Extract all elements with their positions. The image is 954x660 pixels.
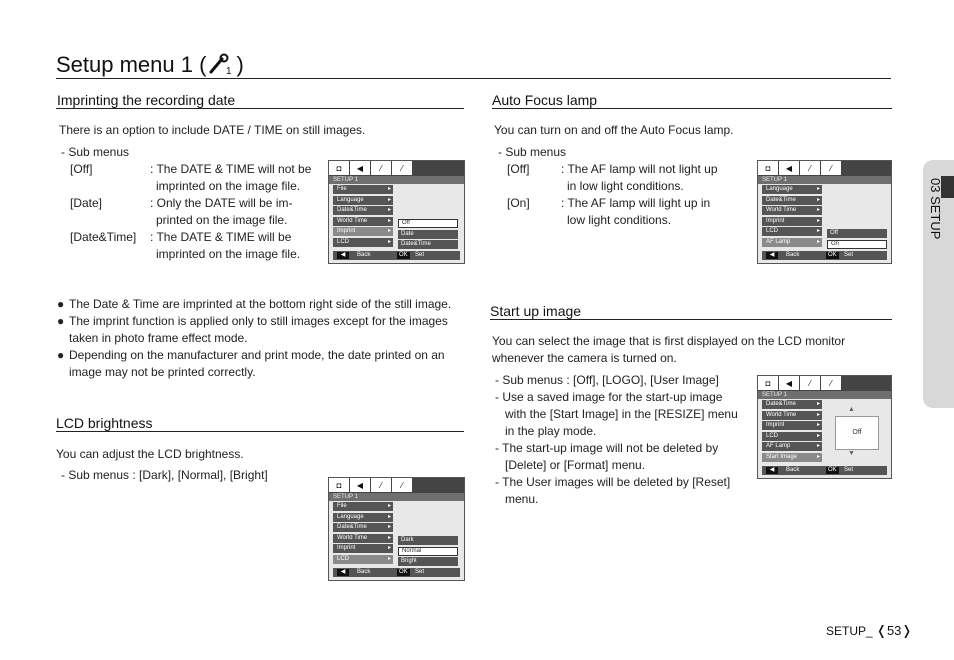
menu-item: File ▸	[333, 502, 393, 511]
startup-item-cont: with the [Start Image] in the [RESIZE] menu	[505, 407, 738, 421]
submenu-item: Date&Time	[398, 240, 458, 249]
imprint-note-cont: taken in photo frame effect mode.	[69, 331, 248, 345]
menu-item: Date&Time ▸	[762, 400, 822, 409]
submenu-item-selected: Normal	[398, 547, 458, 556]
startup-item-cont: [Delete] or [Format] menu.	[505, 458, 646, 472]
menu-item: AF Lamp ▸	[762, 442, 822, 451]
setup2-icon: ⁄	[821, 161, 842, 175]
ok-key: OK	[399, 569, 408, 575]
setup1-icon: ⁄	[800, 161, 821, 175]
speaker-icon: ◀	[779, 161, 800, 175]
setup2-icon: ⁄	[392, 478, 413, 492]
scroll-up-icon: ▲	[848, 406, 855, 413]
af-option-desc: : The AF lamp will light up in	[561, 196, 711, 210]
menu-item-selected: AF Lamp ▸	[762, 238, 822, 247]
setup2-icon: ⁄	[392, 161, 413, 175]
lcd-heading: LCD brightness	[56, 415, 153, 431]
af-option-key: [Off]	[507, 162, 530, 176]
setup1-icon: ⁄	[800, 376, 821, 390]
imprint-sub-menus: - Sub menus	[61, 145, 130, 159]
startup-item-cont: menu.	[505, 492, 539, 506]
back-label: Back	[786, 467, 800, 473]
speaker-icon: ◀	[350, 478, 371, 492]
menu-item: File ▸	[333, 185, 393, 194]
ok-key: OK	[399, 252, 408, 258]
imprint-note: ● The Date & Time are imprinted at the bottom right side of the still image.	[57, 297, 452, 311]
menu-item: Language ▸	[333, 513, 393, 522]
lcd-screen-af-lamp	[757, 160, 892, 264]
submenu-item: Bright	[398, 557, 458, 566]
imprint-option-key: [Date&Time]	[70, 230, 137, 244]
screen-header: SETUP 1	[758, 176, 891, 184]
camera-icon: ◘	[758, 376, 779, 390]
startup-item-cont: in the play mode.	[505, 424, 597, 438]
back-key-icon: ◀	[766, 252, 778, 259]
lcd-intro: You can adjust the LCD brightness.	[56, 447, 244, 461]
imprint-option-key: [Off]	[70, 162, 93, 176]
submenu-item-selected: On	[827, 240, 887, 249]
bullet-icon: ●	[57, 297, 65, 311]
startup-heading: Start up image	[490, 303, 582, 319]
back-key-icon: ◀	[337, 252, 349, 259]
back-key-icon: ◀	[766, 467, 778, 474]
menu-item: Imprint ▸	[762, 421, 822, 430]
chapter-label: 03 SETUP	[928, 178, 943, 240]
submenu-item-selected: Off	[398, 219, 458, 228]
screen-header: SETUP 1	[329, 176, 464, 184]
menu-item: Language ▸	[333, 196, 393, 205]
setup1-icon: ⁄	[371, 478, 392, 492]
af-heading: Auto Focus lamp	[492, 92, 598, 108]
imprint-divider	[56, 108, 464, 109]
setup2-icon: ⁄	[821, 376, 842, 390]
lcd-sub-menus: - Sub menus : [Dark], [Normal], [Bright]	[61, 468, 268, 482]
lcd-screen-startup	[757, 375, 892, 479]
menu-item: Date&Time ▸	[762, 196, 822, 205]
menu-item: World Time ▸	[333, 217, 393, 226]
startup-item: - The start-up image will not be deleted by	[495, 441, 719, 455]
lcd-divider	[56, 431, 464, 432]
startup-item: - The User images will be deleted by [Reset]	[495, 475, 731, 489]
menu-item: Imprint ▸	[762, 217, 822, 226]
menu-item: LCD ▸	[762, 432, 822, 441]
menu-item: World Time ▸	[333, 534, 393, 543]
set-label: Set	[844, 467, 854, 473]
page-title: Setup menu 1 ( 1 )	[56, 52, 244, 81]
back-label: Back	[357, 569, 371, 575]
menu-item: LCD ▸	[333, 238, 393, 247]
menu-item: Language ▸	[762, 185, 822, 194]
imprint-option-desc: imprinted on the image file.	[156, 247, 301, 261]
page-number: 53	[886, 623, 902, 638]
menu-item: LCD ▸	[762, 227, 822, 236]
setup-wrench-icon	[208, 53, 234, 81]
menu-item: Date&Time ▸	[333, 206, 393, 215]
imprint-option-key: [Date]	[70, 196, 103, 210]
scroll-down-icon: ▼	[848, 450, 855, 457]
af-sub-menus: - Sub menus	[498, 145, 567, 159]
bullet-icon: ●	[57, 348, 65, 362]
menu-item: Date&Time ▸	[333, 523, 393, 532]
af-option-key: [On]	[507, 196, 530, 210]
footer-label: SETUP_	[826, 624, 873, 638]
imprint-note-cont: image may not be printed correctly.	[69, 365, 256, 379]
setup1-icon: ⁄	[371, 161, 392, 175]
startup-divider	[490, 319, 892, 320]
set-label: Set	[844, 252, 854, 258]
startup-item: - Use a saved image for the start-up image	[495, 390, 723, 404]
svg-text:1: 1	[226, 66, 232, 75]
speaker-icon: ◀	[350, 161, 371, 175]
title-divider	[56, 78, 891, 79]
ok-key: OK	[828, 467, 837, 473]
af-option-desc: low light conditions.	[567, 213, 672, 227]
camera-icon: ◘	[329, 478, 350, 492]
startup-item: - Sub menus : [Off], [LOGO], [User Image]	[495, 373, 719, 387]
imprint-option-desc: : The DATE & TIME will be	[150, 230, 292, 244]
set-label: Set	[415, 569, 425, 575]
screen-header: SETUP 1	[758, 391, 891, 399]
back-label: Back	[786, 252, 800, 258]
menu-item: World Time ▸	[762, 206, 822, 215]
af-option-desc: : The AF lamp will not light up	[561, 162, 718, 176]
imprint-option-desc: : The DATE & TIME will not be	[150, 162, 312, 176]
lcd-screen-imprint	[328, 160, 465, 264]
startup-intro: You can select the image that is first displayed on the LCD monitor	[492, 334, 846, 348]
imprint-note: ● The imprint function is applied only to still images except for the images	[57, 314, 448, 328]
submenu-item: Date	[398, 230, 458, 239]
menu-item-selected: LCD ▸	[333, 555, 393, 564]
menu-item: World Time ▸	[762, 411, 822, 420]
imprint-option-desc: : Only the DATE will be im-	[150, 196, 293, 210]
menu-item-selected: Start Image ▸	[762, 453, 822, 462]
af-intro: You can turn on and off the Auto Focus lamp.	[494, 123, 734, 137]
back-label: Back	[357, 252, 371, 258]
submenu-item: Dark	[398, 536, 458, 545]
back-key-icon: ◀	[337, 569, 349, 576]
imprint-heading: Imprinting the recording date	[57, 92, 236, 108]
af-option-desc: in low light conditions.	[567, 179, 684, 193]
af-divider	[492, 108, 892, 109]
startup-option-box: Off	[835, 416, 879, 450]
bullet-icon: ●	[57, 314, 65, 328]
speaker-icon: ◀	[779, 376, 800, 390]
imprint-note: ● Depending on the manufacturer and print mode, the date printed on an	[57, 348, 445, 362]
screen-header: SETUP 1	[329, 493, 464, 501]
imprint-option-desc: printed on the image file.	[156, 213, 288, 227]
submenu-item: Off	[827, 229, 887, 238]
camera-icon: ◘	[329, 161, 350, 175]
imprint-option-desc: imprinted on the image file.	[156, 179, 301, 193]
camera-icon: ◘	[758, 161, 779, 175]
imprint-intro: There is an option to include DATE / TIME on still images.	[59, 123, 366, 137]
page-footer: SETUP_ ❬53❭	[826, 623, 913, 638]
startup-intro: whenever the camera is turned on.	[492, 351, 677, 365]
menu-item: Imprint ▸	[333, 544, 393, 553]
menu-item-selected: Imprint ▸	[333, 227, 393, 236]
ok-key: OK	[828, 252, 837, 258]
set-label: Set	[415, 252, 425, 258]
lcd-screen-brightness	[328, 477, 465, 581]
